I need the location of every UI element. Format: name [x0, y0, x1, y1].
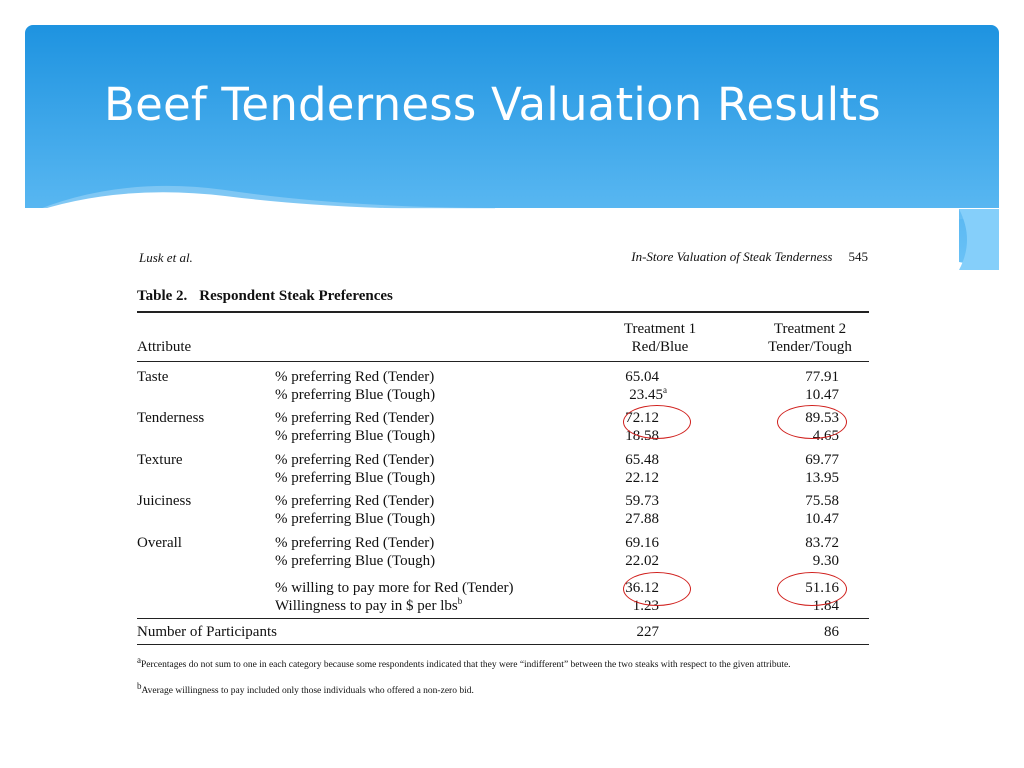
row-treatment-1-value	[607, 552, 659, 570]
row-measure-text: % preferring Blue (Tough)	[275, 511, 436, 527]
banner-wave-background	[25, 25, 999, 270]
row-treatment-1-value	[607, 368, 659, 386]
table-top-rule	[137, 311, 869, 313]
table-header-rule	[137, 361, 869, 362]
row-treatment-2-value: 4.65	[812, 428, 839, 444]
page-number: 545	[848, 249, 868, 264]
row-measure	[275, 451, 434, 469]
row-measure-text: % preferring Red (Tender)	[275, 452, 435, 468]
treatment-1-value-text: 27.88	[625, 511, 659, 527]
row-measure-text: % preferring Red (Tender)	[275, 493, 435, 509]
row-measure	[275, 579, 513, 597]
row-measure	[275, 427, 435, 445]
row-treatment-1-value	[615, 386, 667, 404]
row-measure	[275, 409, 434, 427]
treatment-1-footnote-mark: a	[663, 385, 667, 395]
row-measure	[275, 597, 462, 615]
footnote-a	[137, 654, 871, 672]
row-measure-text: % preferring Blue (Tough)	[275, 470, 436, 486]
treatment-1-value-text: 22.02	[625, 553, 659, 569]
highlight-circle-wtp-t2	[777, 572, 847, 606]
row-attribute: Texture	[137, 452, 183, 468]
row-measure-text: % preferring Blue (Tough)	[275, 428, 436, 444]
row-attribute: Tenderness	[137, 410, 205, 426]
row-attribute: Juiciness	[137, 493, 192, 509]
row-treatment-2-value: 10.47	[805, 387, 839, 403]
row-treatment-2-value: 10.47	[805, 511, 839, 527]
row-treatment-2-value: 69.77	[805, 452, 839, 468]
row-measure	[275, 492, 434, 510]
column-header-treatment-1	[604, 320, 716, 356]
row-measure-text: % preferring Red (Tender)	[275, 369, 435, 385]
running-head-authors: Lusk et al.	[139, 250, 193, 265]
treatment-1-value-text: 72.12	[625, 410, 659, 426]
treatment-2-line-1: Treatment 2	[773, 321, 847, 337]
treatment-1-value-text: 65.04	[625, 369, 659, 385]
row-treatment-2-value: 13.95	[805, 470, 839, 486]
table-caption	[137, 288, 393, 305]
highlight-circle-wtp-t1	[623, 572, 691, 606]
table-participants-rule	[137, 618, 869, 619]
row-measure-text: % willing to pay more for Red (Tender)	[275, 580, 514, 596]
column-header-treatment-2	[751, 320, 869, 356]
row-measure-text: % preferring Blue (Tough)	[275, 553, 436, 569]
row-measure-text: % preferring Red (Tender)	[275, 535, 435, 551]
title-banner	[25, 25, 999, 270]
row-treatment-2-value: 77.91	[805, 369, 839, 385]
row-measure	[275, 552, 435, 570]
row-measure-text: % preferring Blue (Tough)	[275, 387, 436, 403]
row-measure-text: Willingness to pay in $ per lbs	[275, 598, 458, 614]
treatment-1-value-text: 23.45	[629, 387, 663, 403]
participants-treatment-1: 227	[636, 624, 659, 640]
highlight-circle-tenderness-t2	[777, 405, 847, 439]
row-treatment-1-value	[607, 469, 659, 487]
participants-treatment-2: 86	[824, 624, 839, 640]
row-measure	[275, 510, 435, 528]
row-treatment-2-value: 51.16	[805, 580, 839, 596]
row-measure	[275, 534, 434, 552]
scanned-table-page	[137, 245, 871, 705]
row-treatment-1-value	[607, 451, 659, 469]
treatment-1-value-text: 1.23	[632, 598, 659, 614]
footnote-a-text: Percentages do not sum to one in each category because some respondents indicated that they were “indifferent” between the two steaks with respect to the given attribute.	[141, 660, 791, 670]
column-header-attribute: Attribute	[137, 339, 192, 355]
row-attribute: Taste	[137, 369, 169, 385]
row-measure	[275, 368, 434, 386]
row-treatment-2-value: 9.30	[812, 553, 839, 569]
table-label: Table 2.	[137, 288, 188, 304]
table-title: Respondent Steak Preferences	[199, 288, 393, 304]
table-bottom-rule	[137, 644, 869, 645]
row-treatment-2-value: 89.53	[805, 410, 839, 426]
treatment-1-value-text: 18.58	[625, 428, 659, 444]
row-treatment-2-value: 75.58	[805, 493, 839, 509]
treatment-1-value-text: 65.48	[625, 452, 659, 468]
running-head	[631, 249, 868, 265]
treatment-1-value-text: 22.12	[625, 470, 659, 486]
footnote-b-text: Average willingness to pay included only those individuals who offered a non-zero bid.	[141, 686, 474, 696]
row-treatment-2-value: 1.84	[812, 598, 839, 614]
row-treatment-2-value: 83.72	[805, 535, 839, 551]
treatment-1-value-text: 69.16	[625, 535, 659, 551]
row-treatment-1-value	[607, 492, 659, 510]
highlight-circle-tenderness-t1	[623, 405, 691, 439]
row-measure	[275, 386, 435, 404]
treatment-1-value-text: 36.12	[625, 580, 659, 596]
row-measure-text: % preferring Red (Tender)	[275, 410, 435, 426]
participants-label: Number of Participants	[137, 624, 277, 640]
treatment-1-line-1: Treatment 1	[623, 321, 697, 337]
running-head-title: In-Store Valuation of Steak Tenderness	[631, 249, 833, 264]
treatment-1-line-2: Red/Blue	[631, 339, 689, 355]
row-attribute: Overall	[137, 535, 182, 551]
footnote-b-mark: b	[137, 680, 142, 691]
treatment-2-line-2: Tender/Tough	[768, 339, 852, 355]
treatment-1-value-text: 59.73	[625, 493, 659, 509]
row-treatment-1-value	[607, 534, 659, 552]
row-measure	[275, 469, 435, 487]
row-treatment-1-value	[607, 510, 659, 528]
footnote-b	[137, 680, 871, 698]
row-measure-footnote-mark: b	[457, 596, 463, 606]
slide-title: Beef Tenderness Valuation Results	[104, 78, 881, 131]
footnote-a-mark: a	[137, 654, 141, 665]
